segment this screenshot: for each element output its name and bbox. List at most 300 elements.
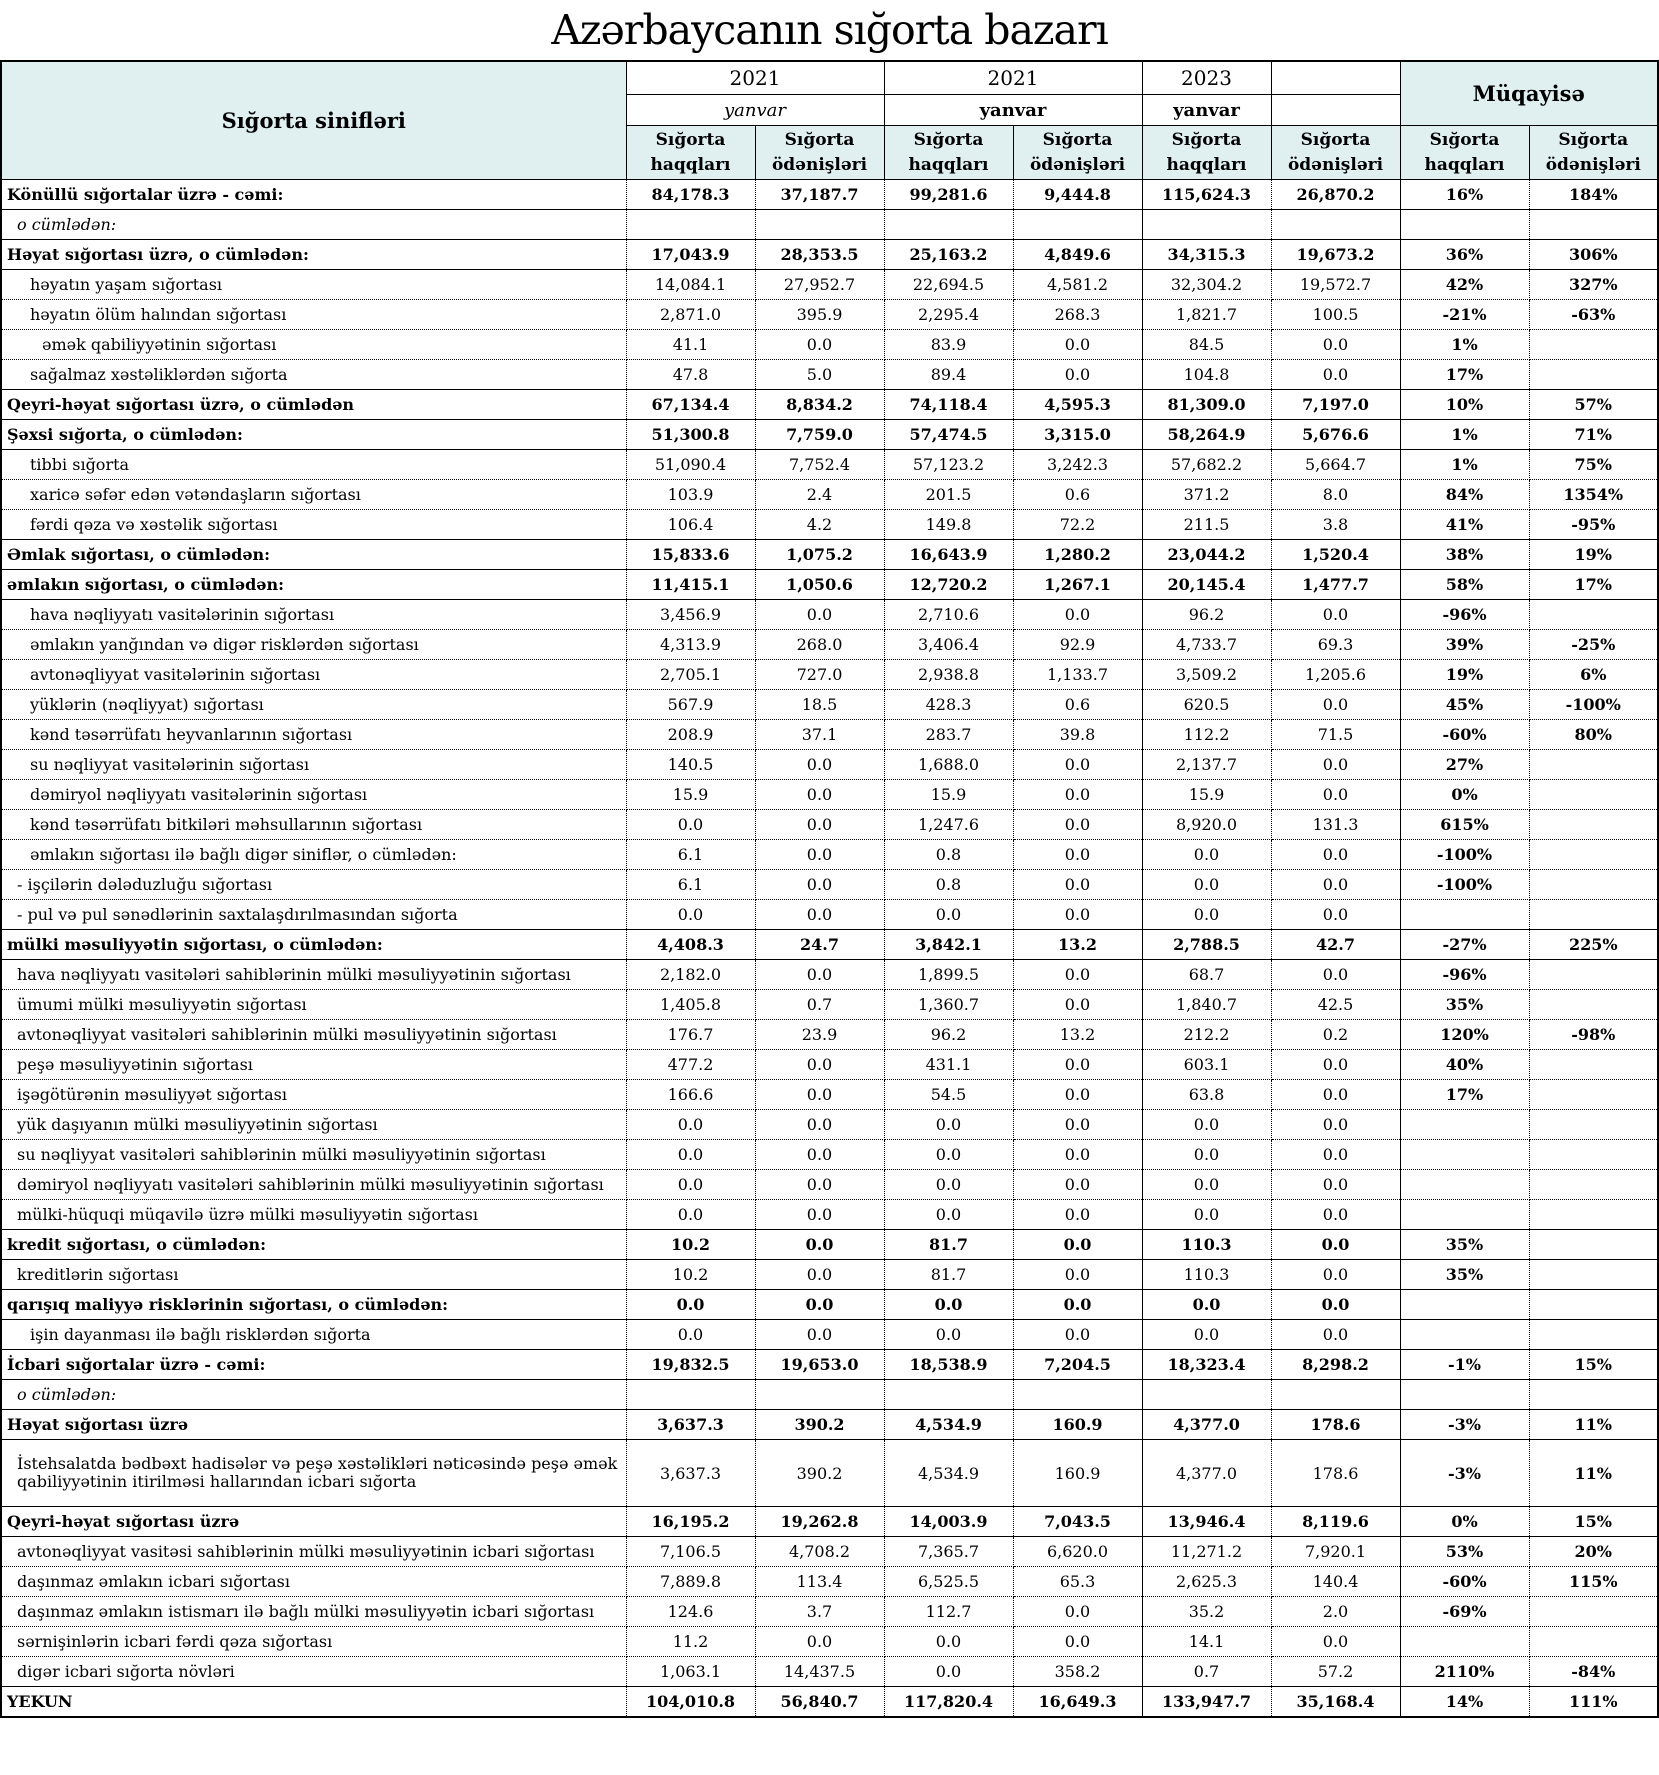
value-cell: 110.3 xyxy=(1142,1260,1271,1290)
payments-header: Sığorta ödənişləri xyxy=(1013,126,1142,180)
value-cell: 0.0 xyxy=(1271,1200,1400,1230)
percent-cell: 14% xyxy=(1400,1687,1529,1718)
value-cell: 1,477.7 xyxy=(1271,570,1400,600)
value-cell: 18.5 xyxy=(755,690,884,720)
value-cell: 57,123.2 xyxy=(884,450,1013,480)
row-label: həyatın yaşam sığortası xyxy=(1,270,626,300)
value-cell: 0.0 xyxy=(1013,330,1142,360)
row-label: avtonəqliyyat vasitələrinin sığortası xyxy=(1,660,626,690)
value-cell: 0.0 xyxy=(884,1627,1013,1657)
row-label: daşınmaz əmlakın icbari sığortası xyxy=(1,1567,626,1597)
value-cell: 0.0 xyxy=(1142,1320,1271,1350)
percent-cell xyxy=(1529,780,1658,810)
value-cell: 113.4 xyxy=(755,1567,884,1597)
value-cell: 2.0 xyxy=(1271,1597,1400,1627)
table-row xyxy=(1,510,1658,540)
percent-cell: 120% xyxy=(1400,1020,1529,1050)
value-cell: 0.0 xyxy=(755,750,884,780)
value-cell: 106.4 xyxy=(626,510,755,540)
month-header-3: yanvar xyxy=(1142,95,1271,126)
value-cell: 74,118.4 xyxy=(884,390,1013,420)
percent-cell: 15% xyxy=(1529,1350,1658,1380)
row-label: fərdi qəza və xəstəlik sığortası xyxy=(1,510,626,540)
value-cell: 0.0 xyxy=(626,1320,755,1350)
value-cell: 0.0 xyxy=(755,900,884,930)
row-label: həyatın ölüm halından sığortası xyxy=(1,300,626,330)
value-cell: 0.0 xyxy=(1013,1320,1142,1350)
value-cell: 0.8 xyxy=(884,840,1013,870)
value-cell: 1,050.6 xyxy=(755,570,884,600)
percent-cell xyxy=(1529,870,1658,900)
value-cell: 0.0 xyxy=(884,1140,1013,1170)
table-row xyxy=(1,1050,1658,1080)
value-cell: 51,300.8 xyxy=(626,420,755,450)
value-cell: 3.8 xyxy=(1271,510,1400,540)
value-cell: 8,119.6 xyxy=(1271,1507,1400,1537)
payments-header: Sığorta ödənişləri xyxy=(1529,126,1658,180)
value-cell: 42.7 xyxy=(1271,930,1400,960)
value-cell: 0.0 xyxy=(755,1170,884,1200)
value-cell: 8.0 xyxy=(1271,480,1400,510)
value-cell: 268.3 xyxy=(1013,300,1142,330)
value-cell: 24.7 xyxy=(755,930,884,960)
value-cell: 149.8 xyxy=(884,510,1013,540)
value-cell: 0.0 xyxy=(1271,360,1400,390)
row-label: Qeyri-həyat sığortası üzrə xyxy=(1,1507,626,1537)
percent-cell xyxy=(1529,750,1658,780)
percent-cell: 42% xyxy=(1400,270,1529,300)
value-cell: 18,323.4 xyxy=(1142,1350,1271,1380)
percent-cell: 111% xyxy=(1529,1687,1658,1718)
percent-cell xyxy=(1400,1320,1529,1350)
row-label: sərnişinlərin icbari fərdi qəza sığortası xyxy=(1,1627,626,1657)
value-cell: 23,044.2 xyxy=(1142,540,1271,570)
percent-cell: -98% xyxy=(1529,1020,1658,1050)
percent-cell: -96% xyxy=(1400,600,1529,630)
value-cell: 0.0 xyxy=(1271,1170,1400,1200)
value-cell: 0.0 xyxy=(1271,840,1400,870)
value-cell: 0.7 xyxy=(1142,1657,1271,1687)
value-cell: 3.7 xyxy=(755,1597,884,1627)
percent-cell: -100% xyxy=(1400,870,1529,900)
value-cell: 0.0 xyxy=(1271,600,1400,630)
value-cell: 0.0 xyxy=(1271,330,1400,360)
value-cell: 16,195.2 xyxy=(626,1507,755,1537)
percent-cell: 0% xyxy=(1400,780,1529,810)
value-cell: 56,840.7 xyxy=(755,1687,884,1718)
value-cell: 19,653.0 xyxy=(755,1350,884,1380)
value-cell: 0.0 xyxy=(1142,1200,1271,1230)
empty-header-cell xyxy=(1271,95,1400,126)
value-cell: 0.0 xyxy=(626,1200,755,1230)
value-cell: 4,534.9 xyxy=(884,1440,1013,1507)
percent-cell xyxy=(1529,1140,1658,1170)
row-label: - işçilərin dələduzluğu sığortası xyxy=(1,870,626,900)
percent-cell: -60% xyxy=(1400,720,1529,750)
percent-cell: 17% xyxy=(1400,1080,1529,1110)
row-label: hava nəqliyyatı vasitələrinin sığortası xyxy=(1,600,626,630)
payments-header: Sığorta ödənişləri xyxy=(755,126,884,180)
value-cell xyxy=(1013,1380,1142,1410)
row-label: yük daşıyanın mülki məsuliyyətinin sığortası xyxy=(1,1110,626,1140)
row-label: digər icbari sığorta növləri xyxy=(1,1657,626,1687)
value-cell: 0.0 xyxy=(626,1290,755,1320)
percent-cell: 327% xyxy=(1529,270,1658,300)
value-cell: 1,280.2 xyxy=(1013,540,1142,570)
value-cell: 0.0 xyxy=(1142,1170,1271,1200)
value-cell: 16,643.9 xyxy=(884,540,1013,570)
value-cell: 7,759.0 xyxy=(755,420,884,450)
value-cell: 57,474.5 xyxy=(884,420,1013,450)
row-label: ümumi mülki məsuliyyətin sığortası xyxy=(1,990,626,1020)
value-cell: 14,003.9 xyxy=(884,1507,1013,1537)
value-cell: 1,840.7 xyxy=(1142,990,1271,1020)
value-cell: 4,581.2 xyxy=(1013,270,1142,300)
row-label: - pul və pul sənədlərinin saxtalaşdırılmasından sığorta xyxy=(1,900,626,930)
value-cell: 7,920.1 xyxy=(1271,1537,1400,1567)
row-label: əmək qabiliyyətinin sığortası xyxy=(1,330,626,360)
percent-cell: 38% xyxy=(1400,540,1529,570)
value-cell: 0.0 xyxy=(755,870,884,900)
value-cell: 3,456.9 xyxy=(626,600,755,630)
value-cell: 104.8 xyxy=(1142,360,1271,390)
value-cell: 7,106.5 xyxy=(626,1537,755,1567)
table-row xyxy=(1,300,1658,330)
value-cell: 23.9 xyxy=(755,1020,884,1050)
value-cell: 6.1 xyxy=(626,840,755,870)
table-row xyxy=(1,480,1658,510)
table-row xyxy=(1,540,1658,570)
value-cell: 431.1 xyxy=(884,1050,1013,1080)
value-cell: 727.0 xyxy=(755,660,884,690)
percent-cell xyxy=(1529,840,1658,870)
value-cell: 178.6 xyxy=(1271,1410,1400,1440)
value-cell: 390.2 xyxy=(755,1440,884,1507)
value-cell: 10.2 xyxy=(626,1260,755,1290)
value-cell: 15.9 xyxy=(1142,780,1271,810)
row-label: mülki məsuliyyətin sığortası, o cümlədən: xyxy=(1,930,626,960)
value-cell: 567.9 xyxy=(626,690,755,720)
value-cell: 11,415.1 xyxy=(626,570,755,600)
percent-cell: -84% xyxy=(1529,1657,1658,1687)
value-cell: 13.2 xyxy=(1013,1020,1142,1050)
percent-cell xyxy=(1529,1050,1658,1080)
value-cell: 51,090.4 xyxy=(626,450,755,480)
value-cell: 25,163.2 xyxy=(884,240,1013,270)
value-cell: 131.3 xyxy=(1271,810,1400,840)
value-cell: 3,637.3 xyxy=(626,1410,755,1440)
value-cell: 13.2 xyxy=(1013,930,1142,960)
percent-cell: 40% xyxy=(1400,1050,1529,1080)
value-cell: 35,168.4 xyxy=(1271,1687,1400,1718)
value-cell: 140.5 xyxy=(626,750,755,780)
value-cell: 0.0 xyxy=(1271,960,1400,990)
value-cell: 63.8 xyxy=(1142,1080,1271,1110)
value-cell: 0.0 xyxy=(1271,1260,1400,1290)
value-cell: 37.1 xyxy=(755,720,884,750)
value-cell: 0.0 xyxy=(1271,900,1400,930)
row-label: su nəqliyyat vasitələri sahiblərinin mülki məsuliyyətinin sığortası xyxy=(1,1140,626,1170)
percent-cell xyxy=(1400,1200,1529,1230)
percent-cell xyxy=(1529,1597,1658,1627)
percent-cell: -95% xyxy=(1529,510,1658,540)
value-cell: 0.0 xyxy=(1013,750,1142,780)
value-cell: 0.0 xyxy=(1013,1140,1142,1170)
value-cell: 0.0 xyxy=(1142,1110,1271,1140)
value-cell: 57.2 xyxy=(1271,1657,1400,1687)
row-label: avtonəqliyyat vasitələri sahiblərinin mülki məsuliyyətinin sığortası xyxy=(1,1020,626,1050)
table-row xyxy=(1,390,1658,420)
row-label: xaricə səfər edən vətəndaşların sığortası xyxy=(1,480,626,510)
value-cell: 140.4 xyxy=(1271,1567,1400,1597)
row-label: yüklərin (nəqliyyat) sığortası xyxy=(1,690,626,720)
value-cell: 81,309.0 xyxy=(1142,390,1271,420)
value-cell: 10.2 xyxy=(626,1230,755,1260)
value-cell: 0.0 xyxy=(1013,1170,1142,1200)
value-cell: 0.0 xyxy=(755,780,884,810)
value-cell: 0.0 xyxy=(1013,360,1142,390)
value-cell: 211.5 xyxy=(1142,510,1271,540)
value-cell: 0.0 xyxy=(626,1170,755,1200)
value-cell: 7,365.7 xyxy=(884,1537,1013,1567)
percent-cell: 1% xyxy=(1400,330,1529,360)
row-label: daşınmaz əmlakın istismarı ilə bağlı mülki məsuliyyətin icbari sığortası xyxy=(1,1597,626,1627)
percent-cell: 10% xyxy=(1400,390,1529,420)
table-row xyxy=(1,1170,1658,1200)
table-row xyxy=(1,450,1658,480)
value-cell: 0.2 xyxy=(1271,1020,1400,1050)
table-row xyxy=(1,900,1658,930)
table-row xyxy=(1,1140,1658,1170)
value-cell: 0.0 xyxy=(1142,870,1271,900)
percent-cell: 0% xyxy=(1400,1507,1529,1537)
value-cell: 69.3 xyxy=(1271,630,1400,660)
value-cell: 176.7 xyxy=(626,1020,755,1050)
empty-header-cell xyxy=(1271,61,1400,95)
percent-cell xyxy=(1529,990,1658,1020)
value-cell: 6,620.0 xyxy=(1013,1537,1142,1567)
value-cell: 3,406.4 xyxy=(884,630,1013,660)
value-cell: 112.7 xyxy=(884,1597,1013,1627)
percent-cell xyxy=(1529,1170,1658,1200)
value-cell: 83.9 xyxy=(884,330,1013,360)
row-label: o cümlədən: xyxy=(1,210,626,240)
value-cell: 0.0 xyxy=(1142,900,1271,930)
value-cell: 0.0 xyxy=(626,810,755,840)
value-cell: 89.4 xyxy=(884,360,1013,390)
percent-cell: 58% xyxy=(1400,570,1529,600)
table-row xyxy=(1,1627,1658,1657)
value-cell: 11.2 xyxy=(626,1627,755,1657)
value-cell: 15.9 xyxy=(884,780,1013,810)
value-cell: 0.0 xyxy=(1271,1110,1400,1140)
value-cell xyxy=(1142,210,1271,240)
value-cell: 0.0 xyxy=(884,1657,1013,1687)
percent-cell xyxy=(1529,960,1658,990)
table-row xyxy=(1,810,1658,840)
table-row xyxy=(1,1350,1658,1380)
value-cell xyxy=(626,1380,755,1410)
row-label: YEKUN xyxy=(1,1687,626,1718)
row-label: o cümlədən: xyxy=(1,1380,626,1410)
value-cell: 0.0 xyxy=(1142,1140,1271,1170)
value-cell: 3,637.3 xyxy=(626,1440,755,1507)
percent-cell: -27% xyxy=(1400,930,1529,960)
row-label: kreditlərin sığortası xyxy=(1,1260,626,1290)
value-cell: 15,833.6 xyxy=(626,540,755,570)
value-cell: 1,899.5 xyxy=(884,960,1013,990)
value-cell: 0.0 xyxy=(1271,750,1400,780)
value-cell: 0.0 xyxy=(1013,1200,1142,1230)
value-cell: 0.0 xyxy=(1271,870,1400,900)
value-cell: 0.0 xyxy=(1013,1290,1142,1320)
value-cell: 212.2 xyxy=(1142,1020,1271,1050)
year-header-1: 2021 xyxy=(626,61,884,95)
compare-header: Müqayisə xyxy=(1400,61,1658,126)
value-cell xyxy=(1271,1380,1400,1410)
header-row-years xyxy=(1,61,1658,95)
value-cell: 4,733.7 xyxy=(1142,630,1271,660)
value-cell: 0.8 xyxy=(884,870,1013,900)
value-cell: 19,673.2 xyxy=(1271,240,1400,270)
value-cell: 19,572.7 xyxy=(1271,270,1400,300)
premiums-header: Sığorta haqqları xyxy=(884,126,1013,180)
value-cell: 0.0 xyxy=(1271,1290,1400,1320)
percent-cell: 39% xyxy=(1400,630,1529,660)
value-cell: 0.0 xyxy=(1013,960,1142,990)
value-cell: 92.9 xyxy=(1013,630,1142,660)
value-cell: 37,187.7 xyxy=(755,180,884,210)
row-label: tibbi sığorta xyxy=(1,450,626,480)
table-row xyxy=(1,420,1658,450)
percent-cell xyxy=(1400,1140,1529,1170)
row-label: Könüllü sığortalar üzrə - cəmi: xyxy=(1,180,626,210)
value-cell: 2,705.1 xyxy=(626,660,755,690)
value-cell: 0.0 xyxy=(755,1080,884,1110)
row-label: sağalmaz xəstəliklərdən sığorta xyxy=(1,360,626,390)
value-cell: 0.0 xyxy=(755,840,884,870)
value-cell: 0.0 xyxy=(755,600,884,630)
percent-cell xyxy=(1400,210,1529,240)
row-label: kənd təsərrüfatı bitkiləri məhsullarının sığortası xyxy=(1,810,626,840)
percent-cell xyxy=(1529,1230,1658,1260)
table-row xyxy=(1,1567,1658,1597)
value-cell: 7,204.5 xyxy=(1013,1350,1142,1380)
percent-cell: 45% xyxy=(1400,690,1529,720)
value-cell: 0.7 xyxy=(755,990,884,1020)
table-row xyxy=(1,1657,1658,1687)
value-cell: 14.1 xyxy=(1142,1627,1271,1657)
value-cell: 0.0 xyxy=(884,1110,1013,1140)
table-row xyxy=(1,1440,1658,1507)
value-cell: 1,133.7 xyxy=(1013,660,1142,690)
table-row xyxy=(1,1020,1658,1050)
percent-cell: -1% xyxy=(1400,1350,1529,1380)
value-cell: 11,271.2 xyxy=(1142,1537,1271,1567)
table-row xyxy=(1,1230,1658,1260)
value-cell: 117,820.4 xyxy=(884,1687,1013,1718)
value-cell: 1,063.1 xyxy=(626,1657,755,1687)
value-cell: 65.3 xyxy=(1013,1567,1142,1597)
row-label: İstehsalatda bədbəxt hadisələr və peşə xəstəlikləri nəticəsində peşə əmək qabiliyyətinin itirilməsi hallarından icbari sığorta xyxy=(1,1440,626,1507)
value-cell: 27,952.7 xyxy=(755,270,884,300)
percent-cell: 615% xyxy=(1400,810,1529,840)
percent-cell xyxy=(1529,1627,1658,1657)
row-label: əmlakın sığortası ilə bağlı digər siniflər, o cümlədən: xyxy=(1,840,626,870)
value-cell: 5.0 xyxy=(755,360,884,390)
table-row xyxy=(1,210,1658,240)
value-cell: 1,520.4 xyxy=(1271,540,1400,570)
table-row xyxy=(1,1290,1658,1320)
row-label: işəgötürənin məsuliyyət sığortası xyxy=(1,1080,626,1110)
value-cell: 100.5 xyxy=(1271,300,1400,330)
percent-cell xyxy=(1400,900,1529,930)
value-cell: 42.5 xyxy=(1271,990,1400,1020)
table-row xyxy=(1,600,1658,630)
percent-cell xyxy=(1529,1260,1658,1290)
percent-cell xyxy=(1400,1627,1529,1657)
value-cell: 0.0 xyxy=(1271,690,1400,720)
value-cell: 0.0 xyxy=(755,1320,884,1350)
value-cell: 3,242.3 xyxy=(1013,450,1142,480)
table-row xyxy=(1,270,1658,300)
value-cell: 0.0 xyxy=(1013,840,1142,870)
percent-cell xyxy=(1529,1290,1658,1320)
value-cell: 14,084.1 xyxy=(626,270,755,300)
premiums-header: Sığorta haqqları xyxy=(1400,126,1529,180)
value-cell: 12,720.2 xyxy=(884,570,1013,600)
value-cell: 0.0 xyxy=(1013,780,1142,810)
value-cell: 0.0 xyxy=(1013,990,1142,1020)
value-cell: 0.0 xyxy=(755,1050,884,1080)
value-cell: 2,938.8 xyxy=(884,660,1013,690)
percent-cell: 71% xyxy=(1529,420,1658,450)
value-cell: 6.1 xyxy=(626,870,755,900)
value-cell: 103.9 xyxy=(626,480,755,510)
value-cell: 8,298.2 xyxy=(1271,1350,1400,1380)
percent-cell xyxy=(1529,1380,1658,1410)
value-cell: 0.0 xyxy=(1013,1230,1142,1260)
value-cell xyxy=(884,1380,1013,1410)
table-row xyxy=(1,660,1658,690)
table-row xyxy=(1,1687,1658,1718)
value-cell: 160.9 xyxy=(1013,1410,1142,1440)
value-cell: 133,947.7 xyxy=(1142,1687,1271,1718)
value-cell: 1,821.7 xyxy=(1142,300,1271,330)
value-cell: 4,313.9 xyxy=(626,630,755,660)
value-cell: 428.3 xyxy=(884,690,1013,720)
percent-cell: 36% xyxy=(1400,240,1529,270)
percent-cell xyxy=(1529,600,1658,630)
row-label: dəmiryol nəqliyyatı vasitələrinin sığortası xyxy=(1,780,626,810)
value-cell: 0.0 xyxy=(1271,1080,1400,1110)
value-cell: 34,315.3 xyxy=(1142,240,1271,270)
value-cell: 16,649.3 xyxy=(1013,1687,1142,1718)
value-cell: 110.3 xyxy=(1142,1230,1271,1260)
value-cell: 2.4 xyxy=(755,480,884,510)
value-cell: 4,408.3 xyxy=(626,930,755,960)
value-cell: 0.0 xyxy=(1271,1140,1400,1170)
percent-cell: -69% xyxy=(1400,1597,1529,1627)
value-cell: 0.0 xyxy=(755,330,884,360)
table-row xyxy=(1,750,1658,780)
percent-cell xyxy=(1529,330,1658,360)
value-cell: 395.9 xyxy=(755,300,884,330)
table-row xyxy=(1,990,1658,1020)
row-label: mülki-hüquqi müqavilə üzrə mülki məsuliyyətin sığortası xyxy=(1,1200,626,1230)
value-cell: 6,525.5 xyxy=(884,1567,1013,1597)
value-cell: 0.0 xyxy=(1013,1627,1142,1657)
